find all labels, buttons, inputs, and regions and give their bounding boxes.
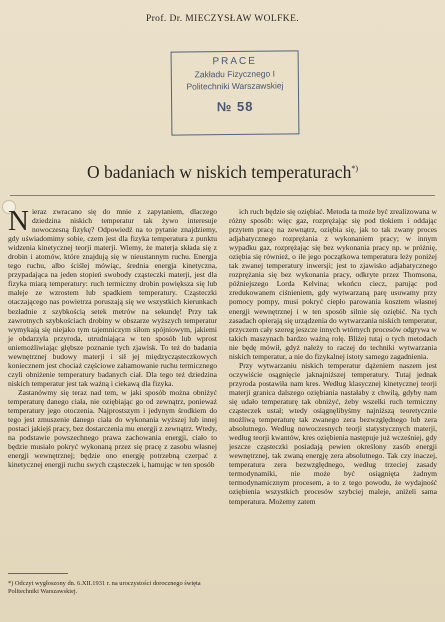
- article-title: [0, 162, 445, 183]
- paragraph-text: ieraz zwracano się do mnie z zapytaniem, dlaczego dziedzina niskich temperatur tak żywo interesuje nowoczesną fizykę? Odpowiedź na to pytanie znajdziemy, gdy uświadomimy sobie, czem jest dla fizyka temperatura z punktu widzenia kinetycznej teorji materji. Wiemy, że materja składa się z drobin i atomów, które znajdują się w nieustannym ruchu. Energja tego ruchu, albo ściślej mówiąc, średnia energja kinetyczna, przypadająca na jeden stopień swobody cząsteczki materji, jest dla fizyka miarą temperatury: ruch termiczny drobin powiększa się lub maleje ze wzrostem lub spadkiem temperatury. Cząsteczki otaczającego nas powietrza poruszają się we wszystkich kierunkach bezładnie z szybkością setek metrów na sekundę! Przy tak zawrotnych szybkościach drobiny w obszarze wyższych temperatur wymykają się niejako tym tajemniczym siłom spójniowym, jakiemi je obdarzyła przyroda, utrudniająca w ten sposób lub wprost uniemożliwiając głębsze poznanie tych zjawisk. To też do badania wewnętrznej budowy materji i sił jej międzycząsteczkowych koniecznem jest chociaż częściowe zahamowanie ruchu termicznego czyli obniżenie temperatury badanych ciał. Dla tego też dziedzina niskich temperatur jest tak ważną i ciekawą dla fizyka.: [8, 207, 217, 388]
- footnote-marker: *): [351, 164, 358, 174]
- article-title-text: O badaniach w niskich temperaturach: [86, 162, 352, 182]
- stamp-line: PRACE: [212, 55, 257, 68]
- footnote-divider: [8, 573, 68, 574]
- stamp-line: Politechniki Warszawskiej: [186, 80, 284, 92]
- author-line: Prof. Dr. MIECZYSŁAW WOLFKE.: [145, 14, 300, 24]
- stamp-number: № 58: [216, 98, 254, 115]
- drop-cap: N: [8, 205, 29, 237]
- library-stamp: [171, 50, 300, 135]
- paragraph: [8, 207, 217, 388]
- paragraph: Przy wytwarzaniu niskich temperatur dążeniem naszem jest oczywiście osągnięcie jaknajniższej temperatury. Tutaj jednak przyroda postawiła nam kres. Według klasycznej kinetycznej teorji materji granica dalszego oziębiania nastałaby z chwilą, gdyby nam się udało temperaturę tak obniżyć, żeby wszelki ruch termiczny cząsteczek ustał; wtedy osiągnęlibyśmy najniższą teoretycznie możliwą temperaturę tak zwanego zera bezwzględnego lub zera absolutnego. Według nowoczesnych teorji statystycznych materji, według teorji kwantów, kres oziębienia następuje już wcześniej, gdy jeszcze cząsteczki posiadają pewien określony zasób energji wewnętrznej, tak zwaną energję zera absolutnego. Tak czy inaczej, temperatura zera bezwzględnego, według trzeciej zasady termodynamiki, nie może być osiągnięta żadnym termodynamicznym procesem, a to z tego powodu, że wydajność oziębienia wszystkich procesów szybciej maleje, aniżeli sama temperatura. Możemy zatem: [229, 360, 437, 506]
- left-column: [8, 207, 217, 469]
- title-divider: [10, 195, 435, 196]
- right-column: [229, 207, 437, 506]
- paragraph: ich ruch będzie się oziębiać. Metoda ta może być zrealizowana w różny sposób: więc gaz, rozprężając się pod tłokiem i oddając przytem pracę na zewnątrz, oziębia się, jak to tak zwany proces adjabatycznego rozprężania z wykonaniem pracy; w innym wypadku gaz, rozprężając się bez wykonania pracy np. w próżnię, oziębia się również, o ile jego początkowa temperatura leży poniżej tak zwanej temperatury inwersji; jest to zjawisko adjabatycznego rozprężania się bez wykonania pracy, odkryte przez Thomsona, późniejszego Lorda Kelvina; wkońcu ciecz, parując pod zredukowanem ciśnieniem, gdy wytwarzaną parę usuwamy przy pomocy pompy, musi pokryć ciepło parowania kosztem własnej energji wewnętrznej i w ten sposób silnie się oziębić. Na tych zasadach opierają się urządzenia do wytwarzania niskich temperatur, przyczem cały szereg jeszcze innych wtórnych procesów odgrywa w takich maszynach bardzo ważną rolę. Bliżej tutaj o tych metodach nie będę mówił, gdyż należy to raczej do techniki wytwarzania niskich temperatur, a nie do fizykalnej istoty samego zagadnienia.: [229, 207, 437, 361]
- stamp-line: Zakładu Fizycznego I: [194, 68, 276, 80]
- paragraph: Zastanówmy się teraz nad tem, w jaki sposób można obniżyć temperaturę danego ciała, nie oziębiając go od zewnątrz, ponieważ temperatury jego otoczenia. Najprostszym i jedynym środkiem do tego jest zmuszenie danego ciała do wykonania wyższej lub innej postaci jakiejś pracy, bez dostarczenia mu energji z zewnątrz. Wtedy, na podstawie powszechnego prawa zachowania energji, ciało to będzie musiało pokryć wykonaną przez się pracę z zasobu własnej energji wewnętrznej; będzie ono energję potrzebną czerpać z kinetycznej energji ruchu swych cząsteczek i, hamując w ten sposób: [8, 387, 217, 470]
- footnote: *) Odczyt wygłoszony dn. 6.XII.1931 r. na uroczystości dorocznego święta Politechniki Warszawskiej.: [8, 580, 201, 595]
